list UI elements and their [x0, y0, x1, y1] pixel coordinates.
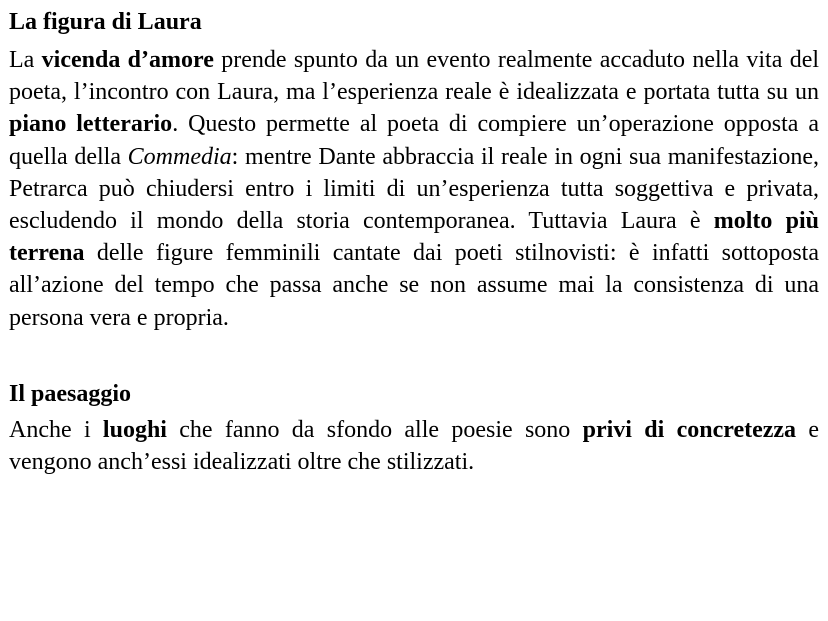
- bold-text-run: piano letterario: [9, 111, 173, 138]
- text-run: Anche i: [9, 416, 103, 443]
- section-paragraph: [9, 414, 819, 478]
- italic-text-run: Commedia: [127, 143, 232, 170]
- text-run: : mentre Dante abbraccia il reale in ogni sua manifestazione, Petrarca può chiudersi entro i limiti di un’esperienza tutta soggettiva e privata, escludendo il mondo della storia contemporanea. Tuttavia Laura è: [9, 143, 819, 235]
- section-heading: Il paesaggio: [9, 380, 132, 407]
- section-paesaggio: [9, 378, 819, 478]
- bold-text-run: luoghi: [102, 416, 167, 443]
- text-run: delle figure femminili cantate dai poeti stilnovisti: è infatti sottoposta all’azione del tempo che passa anche se non assume mai la consistenza di una persona vera e propria.: [9, 240, 819, 331]
- document-page: [9, 6, 819, 478]
- text-run: che fanno da sfondo alle poesie sono: [166, 416, 583, 443]
- section-heading: La figura di Laura: [9, 9, 202, 35]
- text-run: e vengono anch’essi idealizzati oltre che stilizzati.: [9, 416, 820, 476]
- section-laura: [9, 6, 819, 334]
- text-run: . Questo permette al poeta di compiere un’operazione opposta a quella della: [9, 111, 819, 170]
- text-run: La: [9, 47, 42, 73]
- bold-text-run: vicenda d’amore: [41, 47, 214, 73]
- bold-text-run: privi di concretezza: [582, 416, 797, 443]
- text-run: prende spunto da un evento realmente accaduto nella vita del poeta, l’incontro con Laura, ma l’esperienza reale è idealizzata e portata tutta su un: [9, 47, 820, 106]
- bold-text-run: molto più terrena: [9, 208, 819, 267]
- section-paragraph: [9, 44, 819, 334]
